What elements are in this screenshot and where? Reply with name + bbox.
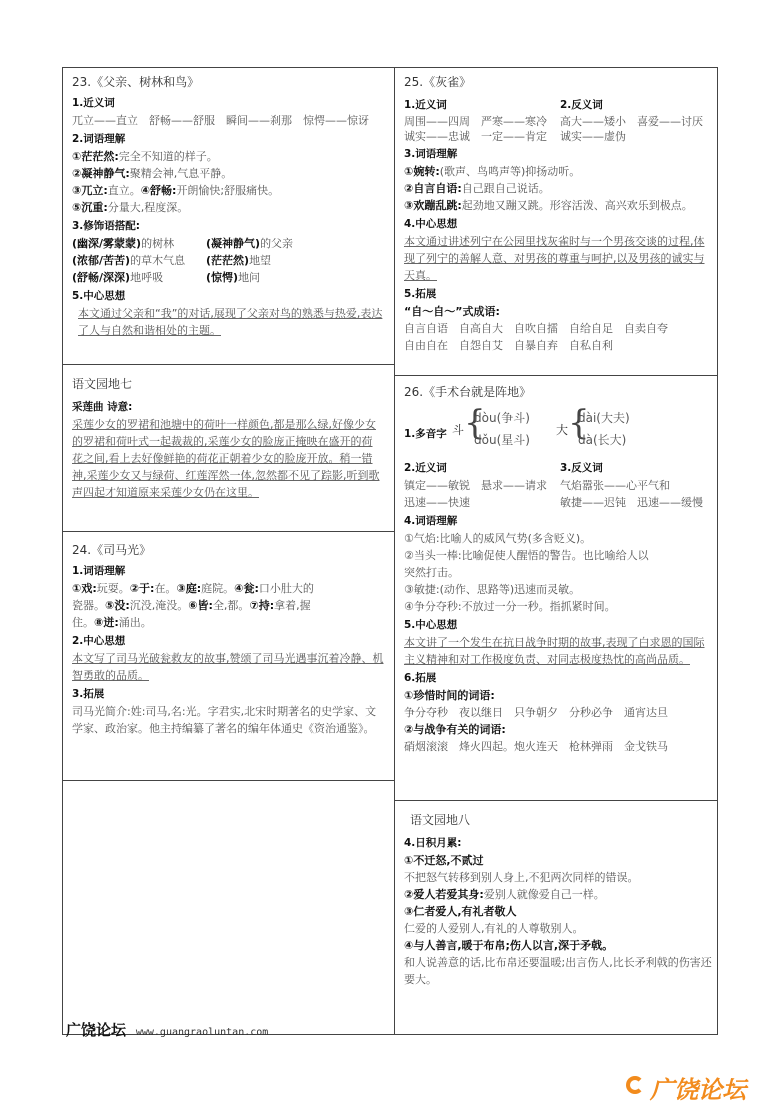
quote: ③仁者爱人,有礼者敬人 [404,905,517,918]
antonyms: 高大——矮小 喜爱——讨厌 [560,115,703,128]
definition: 起劲地又蹦又跳。形容活泼、高兴欢乐到极点。 [461,199,693,212]
term: ⑦持: [249,599,275,612]
heading: 6.拓展 [404,672,437,684]
word-list: 争分夺秒 夜以继日 只争朝夕 分秒必争 通宵达旦 [404,706,668,719]
term: ⑤沉重: [72,201,108,214]
quote-meaning: 和人说善意的话,比布帛还要温暖;出言伤人,比长矛利戟的伤害还要大。 [404,956,712,986]
lesson-26 [404,384,712,794]
garden-7 [72,376,382,501]
lesson-23 [72,74,388,339]
synonyms: 周围——四周 严寒——寒冷 [404,115,547,128]
heading: 1.近义词 [404,99,447,111]
definition: 瓷器。 [72,599,105,612]
lesson-title: 24.《司马光》 [72,543,152,557]
quote: ④与人善言,暖于布帛;伤人以言,深于矛戟。 [404,939,614,952]
definition: ④争分夺秒:不放过一分一秒。指抓紧时间。 [404,600,616,613]
idioms: 自由自在 自怨自艾 自暴自弃 自私自利 [404,339,613,352]
brace: { [464,403,486,443]
heading: 5.中心思想 [404,619,458,631]
definition: 在。 [154,582,177,595]
quote-meaning: 仁爱的人爱别人,有礼的人尊敬别人。 [404,922,584,935]
definition: 直立。 [107,184,141,197]
term: ②自言自语: [404,182,462,195]
term: ③兀立: [72,184,108,197]
heading: 4.词语理解 [404,515,458,527]
definition: 住。 [72,616,94,629]
term: ③庭: [176,582,202,595]
definition: ②当头一棒:比喻促使人醒悟的警告。也比喻给人以 [404,549,649,562]
heading: 3.修饰语搭配: [72,220,140,232]
heading: 1.近义词 [72,97,115,109]
central-idea: 本文讲了一个发生在抗日战争时期的故事,表现了白求恩的国际主义精神和对工作极度负责、对同志极度热忱的高尚品质。 [404,636,705,666]
heading: 5.中心思想 [72,290,126,302]
term: ⑧迸: [94,616,119,629]
definition: 突然打击。 [404,566,459,579]
synonyms: 镇定——敏锐 悬求——请求 [404,479,547,492]
central-idea: 本文通过父亲和“我”的对话,展现了父亲对鸟的熟悉与热爱,表达了人与自然和谐相处的主题。 [78,307,383,337]
lesson-title: 26.《手术台就是阵地》 [404,385,532,399]
site-logo [626,1070,776,1104]
noun: 的树林 [141,237,175,250]
heading: 1.多音字 [404,428,447,440]
quote-meaning: 不把怒气转移到别人身上,不犯两次同样的错误。 [404,871,639,884]
central-idea: 本文写了司马光破瓮救友的故事,赞颂了司马光遇事沉着冷静、机智勇敢的品质。 [72,652,384,682]
idiom-heading: “自～自～”式成语: [404,305,500,318]
pinyin: dǒu(星斗) [474,433,530,447]
heading: 采莲曲 诗意: [72,401,133,413]
noun: 地问 [238,271,261,284]
quote: ②爱人若爱其身: [404,888,484,901]
heading: 4.日积月累: [404,837,462,849]
noun: 地望 [249,254,272,267]
term: ③欢蹦乱跳: [404,199,462,212]
heading: 2.中心思想 [72,635,126,647]
section-title: 语文园地八 [410,813,471,827]
definition: 自己跟自己说话。 [461,182,550,195]
lesson-title: 23.《父亲、树林和鸟》 [72,75,200,89]
heading: 3.反义词 [560,462,603,474]
column-divider [394,67,395,1035]
divider [62,531,394,532]
modifier: (惊愕) [206,271,239,284]
definition: 玩耍。 [96,582,130,595]
subheading: ②与战争有关的词语: [404,723,506,736]
heading: 4.中心思想 [404,218,458,230]
heading: 5.拓展 [404,288,437,300]
term: ④瓮: [234,582,259,595]
antonyms: 敏捷——迟钝 迅速——缓慢 [560,496,703,509]
footer [66,1019,268,1040]
central-idea: 本文通过讲述列宁在公园里找灰雀时与一个男孩交谈的过程,体现了列宁的善解人意、对男孩的尊重与呵护,以及男孩的诚实与天真。 [404,235,705,282]
pinyin: dài(大夫) [578,411,630,425]
noun: 地呼吸 [130,271,164,284]
footer-url[interactable]: www.guangraoluntan.com [135,1027,269,1038]
word-list: 硝烟滚滚 烽火四起。炮火连天 枪林弹雨 金戈铁马 [404,740,668,753]
heading: 1.词语理解 [72,565,126,577]
noun: 的草木气息 [130,254,186,267]
heading: 3.词语理解 [404,148,458,160]
garden-8 [404,812,712,988]
brace: { [568,403,590,443]
heading: 2.反义词 [560,99,603,111]
definition: 口小肚大的 [258,582,314,595]
synonyms: 诚实——忠诚 一定——肯定 [404,130,547,143]
definition: 聚精会神,气息平静。 [129,167,233,180]
polyphone-char: 大 [556,423,569,437]
synonyms: 迅速——快速 [404,496,470,509]
polyphone-char: 斗 [452,423,465,437]
term: ⑤没: [105,599,130,612]
heading: 2.词语理解 [72,133,126,145]
poem-meaning: 采莲少女的罗裙和池塘中的荷叶一样颜色,都是那么绿,好像少女的罗裙和荷叶式一起裁裁的,采莲少女的脸庞正掩映在盛开的荷花之间,看上去好像鲜艳的荷花正朝着少女的脸庞开放。稍一错神,采莲少女又与绿荷、红莲浑然一体,忽然都不见了踪影,听到歌声四起才知道原来采莲少女仍在这里。 [72,418,380,499]
divider [394,800,718,801]
pinyin: dà(长大) [578,433,627,447]
definition: (歌声、鸟鸣声等)抑扬动听。 [439,165,581,178]
noun: 的父亲 [260,237,294,250]
term: ①戏: [72,582,97,595]
heading: 3.拓展 [72,688,105,700]
divider [394,375,718,376]
term: ④舒畅: [140,184,177,197]
lesson-25 [404,74,712,354]
modifier: (凝神静气) [206,237,261,250]
definition: 开朗愉快;舒服痛快。 [176,184,280,197]
divider [62,780,394,781]
extension: 司马光简介:姓:司马,名:光。字君实,北宋时期著名的史学家、文学家、政治家。他主持编纂了著名的编年体通史《资治通鉴》。 [72,705,377,735]
logo-icon [626,1076,644,1094]
definition: 庭院。 [201,582,235,595]
pinyin: dòu(争斗) [474,411,530,425]
term: ⑥皆: [188,599,213,612]
footer-brand: 广饶论坛 [66,1021,127,1039]
term: ②凝神静气: [72,167,130,180]
definition: ①气焰:比喻人的威风气势(多含贬义)。 [404,532,592,545]
definition: ③敏捷:(动作、思路等)迅速而灵敏。 [404,583,581,596]
term: ①茫茫然: [72,150,119,163]
synonyms: 兀立——直立 舒畅——舒服 瞬间——刹那 惊愕——惊讶 [72,114,369,127]
heading: 2.近义词 [404,462,447,474]
antonyms: 诚实——虚伪 [560,130,626,143]
modifier: (舒畅/深深) [72,271,131,284]
section-title: 语文园地七 [72,377,133,391]
definition: 分量大,程度深。 [107,201,189,214]
logo-text: 广饶论坛 [650,1076,746,1104]
divider [62,364,394,365]
lesson-title: 25.《灰雀》 [404,75,472,89]
subheading: ①珍惜时间的词语: [404,689,495,702]
modifier: (茫茫然) [206,254,250,267]
term: ②于: [129,582,155,595]
antonyms: 气焰嚣张——心平气和 [560,479,670,492]
quote-meaning: 爱别人就像爱自己一样。 [483,888,605,901]
lesson-24 [72,542,384,737]
definition: 全,都。 [212,599,250,612]
term: ①婉转: [404,165,440,178]
modifier: (浓郁/苦苦) [72,254,131,267]
definition: 拿着,握 [274,599,311,612]
idioms: 自言自语 自高自大 自吹自擂 自给自足 自卖自夸 [404,322,668,335]
definition: 完全不知道的样子。 [118,150,218,163]
modifier: (幽深/雾蒙蒙) [72,237,142,250]
definition: 涌出。 [118,616,152,629]
definition: 沉没,淹没。 [129,599,189,612]
quote: ①不迁怒,不贰过 [404,854,484,867]
